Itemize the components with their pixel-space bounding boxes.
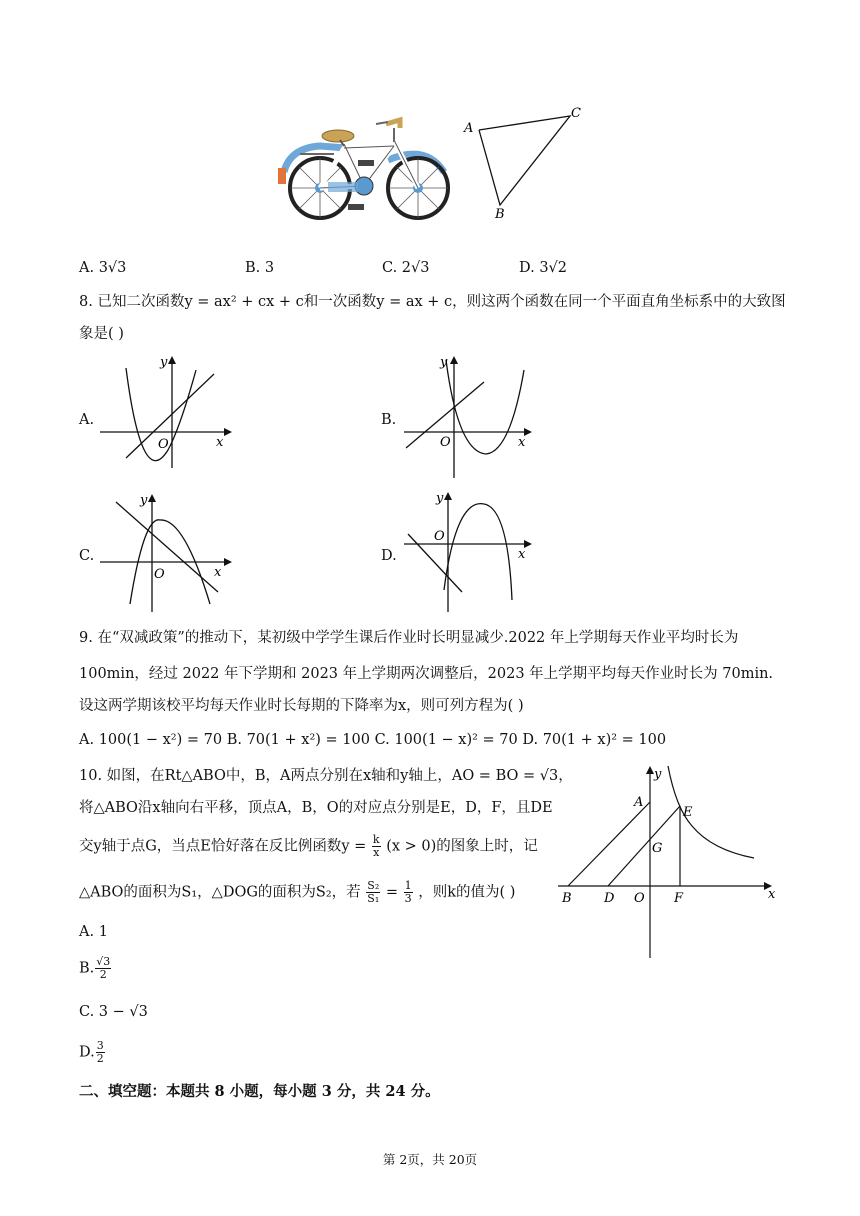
q8-graph-a	[96, 352, 236, 470]
origin-label: O	[440, 435, 451, 450]
q8-graph-c	[96, 488, 236, 614]
q8-option-b-label[interactable]: B.	[381, 412, 397, 428]
axis-x-label: x	[518, 435, 526, 450]
q10-stem-line2: 将△ABO沿x轴向右平移，顶点A，B，O的对应点分别是E，D，F，且DE	[79, 800, 553, 816]
axis-y-label: y	[436, 491, 444, 506]
bicycle-figure	[276, 110, 456, 230]
q7-option-a[interactable]: A. 3√3	[79, 260, 127, 276]
q7-option-d[interactable]: D. 3√2	[519, 260, 568, 276]
q8-option-d-label[interactable]: D.	[381, 548, 397, 564]
q7-option-c[interactable]: C. 2√3	[382, 260, 430, 276]
q9-stem-line2: 100min，经过 2022 年下学期和 2023 年上学期两次调整后，2023 年上学期平均每天作业时长为 70min.	[79, 666, 774, 682]
q10-label-f: F	[674, 891, 684, 906]
fraction-one-third: $\frac{1}{3}$	[404, 879, 412, 905]
vertex-a-label: A	[464, 121, 474, 136]
origin-label: O	[154, 567, 165, 582]
q9-options[interactable]: A. 100(1 − x²) = 70 B. 70(1 + x²) = 100 C. 100(1 − x)² = 70 D. 70(1 + x)² = 100	[79, 732, 667, 748]
q9-stem-line1: 9. 在“双减政策”的推动下，某初级中学学生课后作业时长明显减少.2022 年上学期每天作业平均时长为	[79, 630, 739, 646]
q10-label-d: D	[604, 891, 615, 906]
q7-option-b[interactable]: B. 3	[245, 260, 275, 276]
q10-option-d[interactable]: D. $\frac{3}{2}$	[79, 1039, 104, 1065]
origin-label: O	[434, 529, 445, 544]
q10-label-b: B	[562, 891, 572, 906]
q10-stem-line1: 10. 如图，在Rt△ABO中，B，A两点分别在x轴和y轴上，AO = BO = √3，	[79, 768, 573, 784]
q8-graph-d	[400, 488, 540, 614]
axis-x-label: x	[518, 547, 526, 562]
q10-label-y: y	[654, 767, 662, 782]
vertex-b-label: B	[495, 207, 505, 222]
vertex-c-label: C	[571, 106, 581, 121]
q9-stem-line3: 设这两学期该校平均每天作业时长每期的下降率为x，则可列方程为( )	[79, 698, 524, 714]
q8-option-a-label[interactable]: A.	[79, 412, 95, 428]
q10-label-g: G	[652, 841, 663, 856]
axis-x-label: x	[216, 435, 224, 450]
axis-y-label: y	[160, 355, 168, 370]
q10-label-e: E	[683, 805, 693, 820]
axis-y-label: y	[140, 493, 148, 508]
q10-option-a[interactable]: A. 1	[79, 924, 108, 940]
triangle-figure	[460, 100, 590, 225]
q10-option-b[interactable]: B. $\frac{√3}{2}$	[79, 955, 111, 981]
page-footer: 第 2页，共 20页	[382, 1152, 478, 1167]
section-heading-fill-in: 二、填空题：本题共 8 小题，每小题 3 分，共 24 分。	[79, 1083, 440, 1100]
origin-label: O	[158, 437, 169, 452]
q8-stem-line1: 8. 已知二次函数y = ax² + cx + c和一次函数y = ax + c，则这两个函数在同一个平面直角坐标系中的大致图	[79, 294, 786, 310]
q8-stem-line2: 象是( )	[79, 326, 124, 342]
q10-stem-line4: △ABO的面积为S₁，△DOG的面积为S₂，若 $\frac{\text{S₂}}{\text{S₁}}$ = $\frac{1}{3}$ ，则k的值为( )	[79, 879, 516, 905]
q10-label-a: A	[634, 795, 644, 810]
fraction-s2-over-s1: $\frac{\text{S₂}}{\text{S₁}}$	[367, 879, 380, 905]
q8-option-c-label[interactable]: C.	[79, 548, 95, 564]
q8-graph-b	[400, 352, 540, 482]
q10-figure	[552, 760, 782, 960]
q10-stem-line3: 交y轴于点G，当点E恰好落在反比例函数y = $\frac{k}{x}$ (x > 0)的图象上时，记	[79, 833, 538, 859]
axis-x-label: x	[214, 565, 222, 580]
q10-option-c[interactable]: C. 3 − √3	[79, 1004, 148, 1020]
fraction-k-over-x: $\frac{k}{x}$	[372, 833, 380, 859]
q10-label-x: x	[768, 887, 776, 902]
axis-y-label: y	[440, 355, 448, 370]
q10-label-o: O	[634, 891, 645, 906]
